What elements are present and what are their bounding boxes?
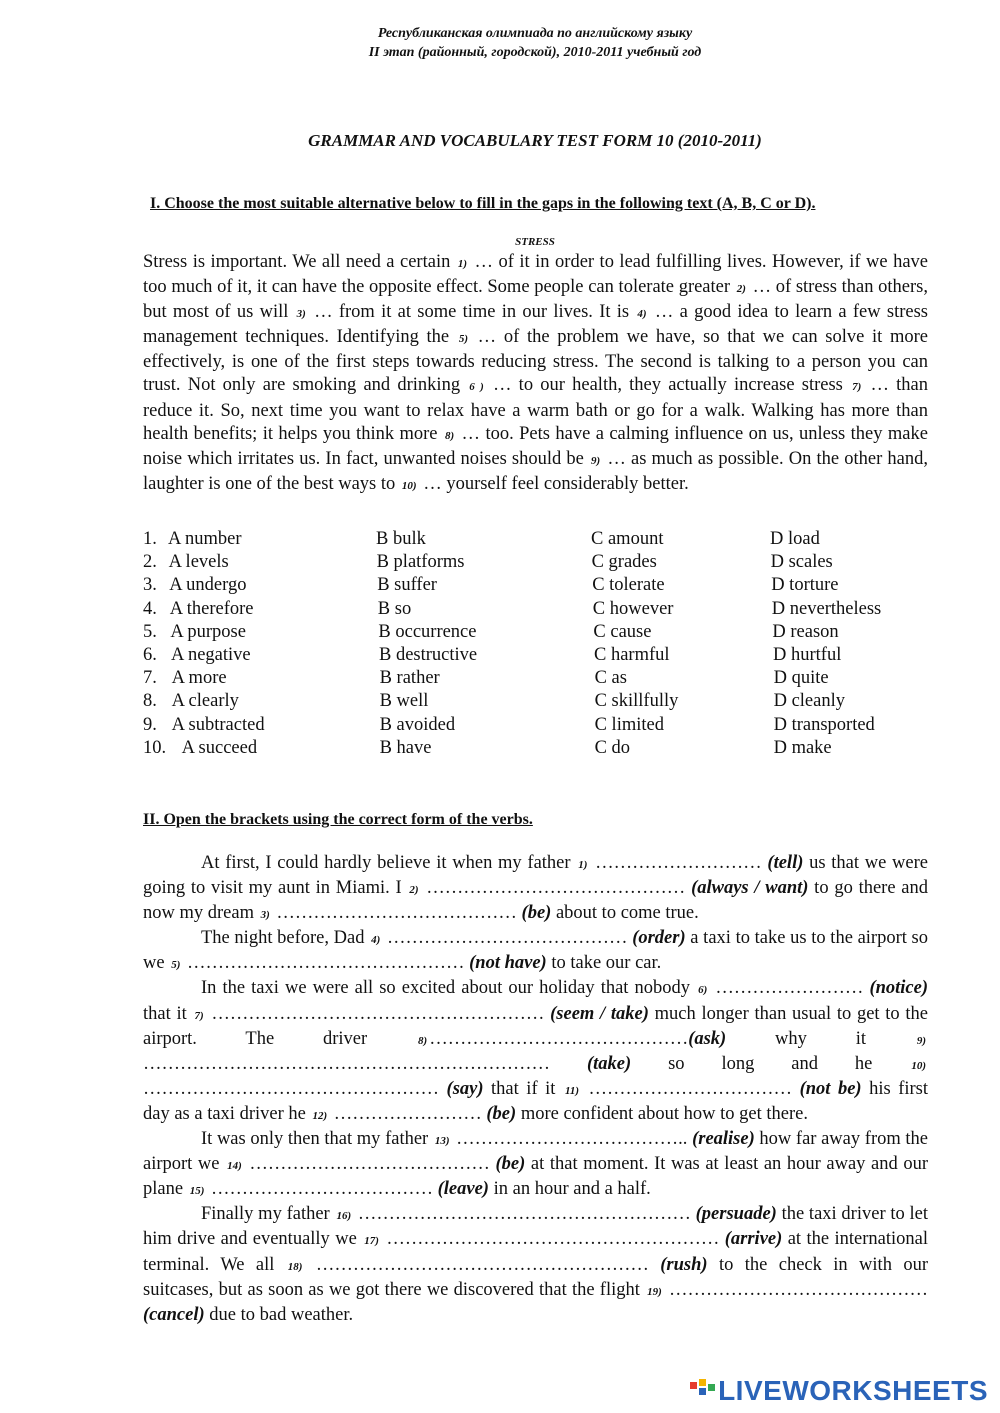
option-b: B occurrence xyxy=(378,621,477,642)
option-a: A negative xyxy=(171,645,251,665)
gap-number: 2) xyxy=(736,283,746,296)
logo-badge-square xyxy=(690,1382,697,1389)
gap-number: 7) xyxy=(852,381,862,394)
gap-number: 1) xyxy=(457,258,467,270)
text-title: STRESS xyxy=(515,236,555,248)
gap-number: 18) xyxy=(287,1260,303,1273)
gap-number: 17) xyxy=(364,1235,379,1248)
option-d: D hurtful xyxy=(773,645,842,665)
exercise-text: to the check in with our suitcases, but as soon as we got there we discovered that the flight xyxy=(143,1254,928,1300)
option-d: D cleanly xyxy=(773,691,845,712)
exercise-paragraph xyxy=(143,927,928,977)
exercise-text: ……………………………………… xyxy=(182,953,470,974)
exercise-text: ………………………………………………………… xyxy=(143,1053,587,1074)
option-c: C cause xyxy=(593,621,652,642)
passage-text: … to our health, they actually increase stress xyxy=(485,375,851,396)
option-b: B so xyxy=(377,598,412,619)
option-number: 3. xyxy=(143,575,157,596)
header-line-1: Республиканская олимпиада по английскому языку xyxy=(377,26,693,41)
verb-prompt: (cancel) xyxy=(143,1304,205,1325)
option-c: C however xyxy=(592,598,674,619)
option-a: A clearly xyxy=(171,691,239,712)
exercise-text: how far away from the airport we xyxy=(143,1129,928,1175)
option-c: C as xyxy=(594,668,627,689)
verb-prompt: (persuade) xyxy=(695,1204,777,1225)
exercise-text: ……………………………………………… xyxy=(205,1003,551,1024)
exercise-text: At first, I could hardly believe it when my father xyxy=(201,853,577,873)
exercise-text: that it xyxy=(143,1003,193,1024)
exercise-text: ……………………………………………… xyxy=(353,1204,696,1225)
verb-prompt: (be) xyxy=(521,903,552,924)
passage-text: … of it in order to lead fulfilling lives. However, if we have too much of it, it can have the opposite effect. Some people can tolerate greater xyxy=(143,252,928,298)
exercise-text: ……………………………………………… xyxy=(304,1254,661,1275)
option-c: C amount xyxy=(591,529,664,549)
gap-number: 16) xyxy=(336,1210,352,1223)
gap-number: 4) xyxy=(637,308,647,321)
exercise-text: …………………………………… xyxy=(420,878,692,899)
exercise-text: ……………………………….. xyxy=(451,1129,693,1150)
section-2-heading: II. Open the brackets using the correct form of the verbs. xyxy=(143,811,533,828)
passage-text: … as much as possible. On the other hand, laughter is one of the best ways to xyxy=(143,448,929,494)
gap-number: 15) xyxy=(189,1185,205,1198)
option-d: D quite xyxy=(773,668,829,689)
gap-number: 3) xyxy=(260,909,270,922)
passage-text: … than reduce it. So, next time you want to relax have a warm bath or go for a walk. Walking has more than health benefits; it helps you think more xyxy=(143,375,929,444)
option-number: 10. xyxy=(143,737,167,758)
exercise-text: due to bad weather. xyxy=(204,1304,354,1325)
option-a: A more xyxy=(171,668,227,689)
option-b: B well xyxy=(379,691,429,712)
option-number: 7. xyxy=(143,668,157,689)
passage-text: … of the problem we have, so that we can solve it more effectively, is one of the first steps towards reducing stress. The second is talking to a person you can trust. Not only are smoking and drinking xyxy=(143,327,928,396)
page-title: GRAMMAR AND VOCABULARY TEST FORM 10 (2010-2011) xyxy=(308,131,762,150)
verb-prompt: (ask) xyxy=(688,1028,727,1049)
option-a: A number xyxy=(168,529,242,549)
verb-prompt: (leave) xyxy=(437,1179,489,1200)
verb-prompt: (not have) xyxy=(469,953,547,974)
header-line-2: II этап (районный, городской), 2010-2011 учебный год xyxy=(368,45,702,60)
exercise-text: ………………………………………… xyxy=(143,1078,447,1099)
option-number: 5. xyxy=(143,621,157,642)
exercise-text: ……………………………… xyxy=(206,1179,438,1200)
verb-prompt: (notice) xyxy=(869,978,928,999)
option-d: D torture xyxy=(771,575,839,596)
option-c: C grades xyxy=(591,552,657,573)
option-a: A purpose xyxy=(170,621,246,642)
gap-number: 5) xyxy=(458,333,468,346)
gap-number: 12) xyxy=(312,1109,328,1122)
option-d: D load xyxy=(770,529,820,549)
verb-prompt: (seem / take) xyxy=(550,1003,649,1024)
gap-number: 8) xyxy=(418,1034,428,1047)
exercise-text: much longer than usual to get to the airport. The driver xyxy=(143,1003,929,1049)
exercise-text: so long and he xyxy=(631,1053,910,1074)
option-number: 4. xyxy=(143,598,157,619)
logo-badge-square xyxy=(699,1379,706,1386)
gap-number: 11) xyxy=(564,1084,580,1097)
option-a: A subtracted xyxy=(171,714,265,735)
passage-text: … too. Pets have a calming influence on us, unless they make noise which irritates us. In fact, unwanted noises should be xyxy=(143,423,928,469)
gap-number: 9) xyxy=(591,454,601,467)
logo-badge-square xyxy=(708,1384,715,1391)
gap-number: 19) xyxy=(647,1285,662,1298)
exercise-text: at that moment. It was at least an hour away and our plane xyxy=(143,1154,929,1200)
exercise-text: ………………………………… xyxy=(271,903,522,924)
exercise-text: why it xyxy=(726,1028,915,1049)
option-b: B suffer xyxy=(377,575,437,596)
exercise-text: In the taxi we were all so excited about our holiday that nobody xyxy=(201,978,697,999)
verb-prompt: (always / want) xyxy=(691,878,809,899)
option-b: B destructive xyxy=(379,645,478,665)
option-a: A levels xyxy=(168,552,229,573)
passage-text: … of stress than others, but most of us will xyxy=(143,277,928,323)
option-b: B platforms xyxy=(376,552,465,573)
option-d: D make xyxy=(773,737,832,758)
exercise-text: a taxi to take us to the airport so we xyxy=(143,928,929,974)
exercise-text: The night before, Dad xyxy=(201,928,370,949)
exercise-text: about to come true. xyxy=(551,903,699,924)
verb-prompt: (tell) xyxy=(767,853,804,873)
passage-text: … a good idea to learn a few stress management techniques. Identifying the xyxy=(143,302,928,348)
option-c: C skillfully xyxy=(594,691,679,712)
exercise-text: …………………………………… xyxy=(663,1279,929,1300)
exercise-text: that if it xyxy=(483,1078,563,1099)
verb-prompt: (order) xyxy=(632,928,686,949)
exercise-text: ………………………………… xyxy=(243,1154,496,1175)
gap-number: 6 ) xyxy=(469,381,484,394)
gap-number: 14) xyxy=(227,1160,242,1173)
option-number: 1. xyxy=(143,529,157,549)
passage-text: Stress is important. We all need a certain xyxy=(143,252,456,272)
gap-number: 10) xyxy=(911,1059,926,1072)
option-d: D reason xyxy=(772,621,839,642)
exercise-text: It was only then that my father xyxy=(201,1129,433,1150)
option-number: 6. xyxy=(143,645,157,665)
exercise-text: his first day as a taxi driver he xyxy=(143,1078,929,1124)
exercise-text: ………………………………… xyxy=(382,928,633,949)
stress-passage xyxy=(143,251,928,498)
exercise-text: ……………………………………………… xyxy=(380,1229,725,1250)
verb-prompt: (not be) xyxy=(799,1078,862,1099)
gap-number: 2) xyxy=(409,884,419,897)
passage-text: … from it at some time in our lives. It is xyxy=(307,302,636,323)
option-c: C limited xyxy=(594,714,664,735)
option-a: A succeed xyxy=(181,737,258,758)
option-c: C harmful xyxy=(594,645,670,665)
exercise-text: to take our car. xyxy=(546,953,662,974)
option-d: D transported xyxy=(773,714,875,735)
option-number: 9. xyxy=(143,714,157,735)
option-b: B have xyxy=(379,737,432,758)
option-number: 2. xyxy=(143,552,157,573)
exercise-text: to go there and now my dream xyxy=(143,878,929,924)
gap-number: 9) xyxy=(916,1034,926,1047)
liveworksheets-logo xyxy=(690,1375,988,1407)
gap-number: 6) xyxy=(698,984,708,997)
exercise-text: in an hour and a half. xyxy=(488,1179,651,1200)
logo-text: LIVEWORKSHEETS xyxy=(718,1375,988,1406)
option-b: B rather xyxy=(379,668,440,689)
gap-number: 3) xyxy=(296,308,306,321)
exercise-text: …………………… xyxy=(329,1103,487,1124)
logo-badge-square xyxy=(699,1388,706,1395)
option-c: C do xyxy=(594,737,631,758)
exercise-paragraph xyxy=(143,852,928,927)
option-b: B avoided xyxy=(379,714,456,735)
option-d: D scales xyxy=(770,552,833,573)
gap-number: 4) xyxy=(371,934,381,947)
option-b: B bulk xyxy=(376,529,426,549)
section-1-heading: I. Choose the most suitable alternative below to fill in the gaps in the following text (A, B, C or D). xyxy=(150,195,816,212)
gap-number: 10) xyxy=(401,479,417,492)
verb-prompt: (take) xyxy=(586,1053,632,1074)
verb-prompt: (realise) xyxy=(692,1129,755,1150)
logo-badge-icon xyxy=(690,1379,716,1403)
gap-number: 8) xyxy=(444,429,455,442)
option-d: D nevertheless xyxy=(771,598,882,619)
verb-prompt: (arrive) xyxy=(724,1229,783,1250)
exercise-paragraph xyxy=(143,1203,928,1326)
exercise-text: us that we were going to visit my aunt in Miami. I xyxy=(143,853,928,899)
exercise-paragraph xyxy=(143,977,928,1128)
exercise-text: Finally my father xyxy=(201,1204,335,1225)
exercise-text: the taxi driver to let him drive and eventually we xyxy=(143,1204,928,1250)
exercise-text: more confident about how to get there. xyxy=(516,1103,808,1124)
verb-prompt: (rush) xyxy=(660,1254,708,1275)
exercise-paragraph xyxy=(143,1128,928,1203)
option-c: C tolerate xyxy=(592,575,665,596)
gap-number: 13) xyxy=(434,1135,450,1148)
verb-prompt: (be) xyxy=(495,1154,526,1175)
exercise-text: …………………………… xyxy=(581,1078,800,1099)
option-a: A undergo xyxy=(169,575,247,596)
exercise-text: ……………………… xyxy=(589,853,768,873)
gap-number: 5) xyxy=(171,959,181,972)
exercise-text: …………………………………… xyxy=(429,1028,689,1049)
gap-number: 7) xyxy=(194,1009,204,1022)
gap-number: 1) xyxy=(578,859,588,871)
verb-exercise xyxy=(143,852,928,1327)
option-number: 8. xyxy=(143,691,157,712)
option-a: A therefore xyxy=(169,598,254,619)
verb-prompt: (say) xyxy=(446,1078,484,1099)
exercise-text: at the international terminal. We all xyxy=(143,1229,928,1275)
passage-text: … yourself feel considerably better. xyxy=(418,473,689,494)
verb-prompt: (be) xyxy=(486,1103,517,1124)
exercise-text: …………………… xyxy=(709,978,870,999)
